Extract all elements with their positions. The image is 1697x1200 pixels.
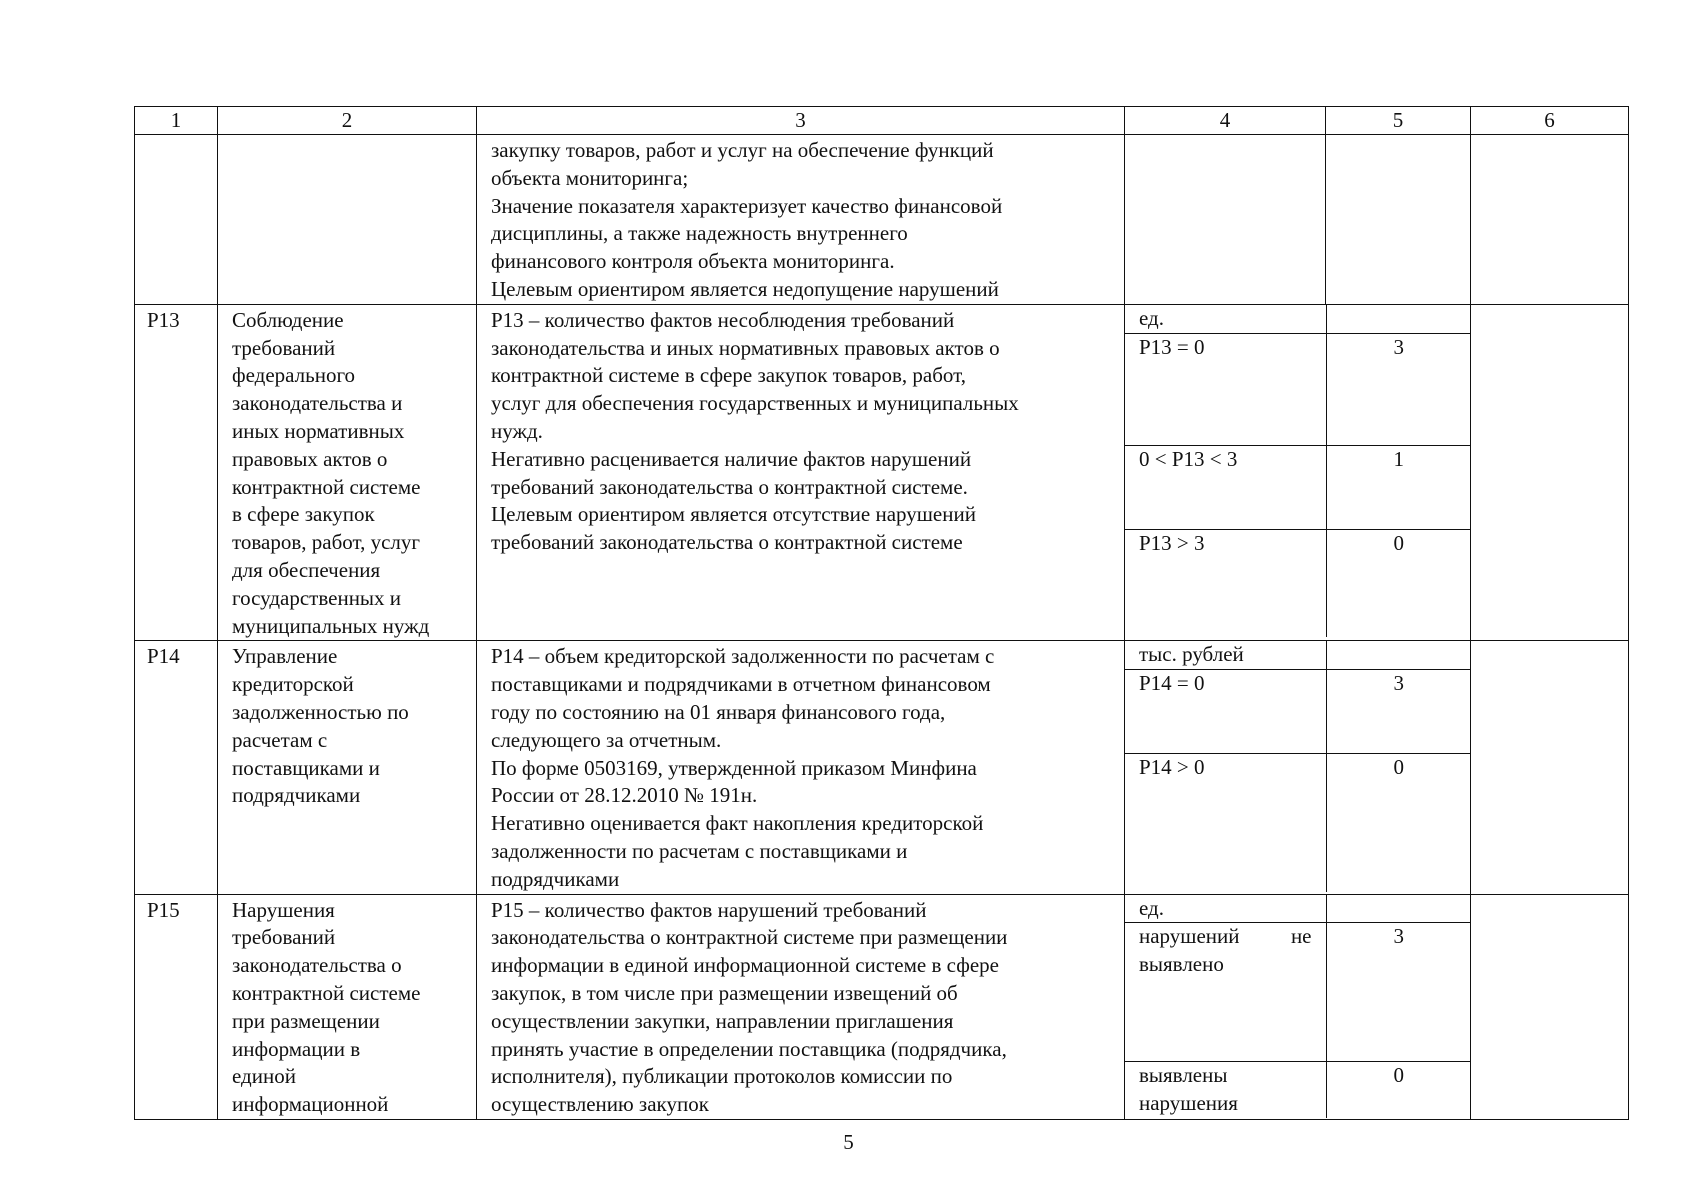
indicator-description: Р15 – количество фактов нарушений требований законодательства о контрактной системе при размещении информации в единой информационной системе в сфере закупок, в том числе при размещении извещений об осуществлении закупки, направлении приглашения принять участие в определении поставщика (подрядчика, исполнителя), публикации протоколов комиссии по осуществлению закупок bbox=[477, 894, 1125, 1119]
note-cell bbox=[1471, 135, 1629, 305]
criteria-table bbox=[1125, 641, 1471, 891]
criteria-cell bbox=[1125, 894, 1471, 1119]
note-cell bbox=[1471, 641, 1629, 894]
criteria-cell bbox=[1125, 641, 1471, 894]
condition-text: не bbox=[1290, 924, 1312, 949]
criterion-condition: Р14 = 0 bbox=[1125, 670, 1326, 754]
criterion-condition: Р13 = 0 bbox=[1125, 333, 1326, 445]
score-cell bbox=[1326, 135, 1471, 305]
code-cell bbox=[135, 135, 218, 305]
table-row-continuation bbox=[135, 135, 1629, 305]
name-cell bbox=[218, 135, 477, 305]
criterion-condition: Р13 > 3 bbox=[1125, 529, 1326, 637]
criterion-condition: выявлены нарушения bbox=[1125, 1062, 1326, 1118]
criterion-score: 3 bbox=[1326, 333, 1471, 445]
header-cell: 5 bbox=[1326, 107, 1471, 135]
page-number: 5 bbox=[843, 1130, 854, 1154]
note-cell bbox=[1471, 894, 1629, 1119]
criterion-score: 3 bbox=[1326, 670, 1471, 754]
criteria-table bbox=[1125, 305, 1471, 637]
indicator-name: Управление кредиторской задолженностью по расчетам с поставщиками и подрядчиками bbox=[218, 641, 477, 894]
criteria-cell bbox=[1125, 304, 1471, 641]
header-cell: 1 bbox=[135, 107, 218, 135]
condition-line bbox=[1139, 923, 1312, 951]
note-cell bbox=[1471, 304, 1629, 641]
criterion-condition: Р14 > 0 bbox=[1125, 754, 1326, 892]
indicator-table bbox=[134, 106, 1629, 1120]
criteria-table bbox=[1125, 895, 1471, 1118]
description-cell: закупку товаров, работ и услуг на обеспечение функций объекта мониторинга; Значение показателя характеризует качество финансовой дисциплины, а также надежность внутреннего финансового контроля объекта мониторинга. Целевым ориентиром является недопущение нарушений bbox=[477, 135, 1125, 305]
header-cell: 2 bbox=[218, 107, 477, 135]
condition-text: нарушений bbox=[1139, 924, 1240, 949]
criterion-condition bbox=[1125, 923, 1326, 1062]
indicator-code: Р14 bbox=[135, 641, 218, 894]
criterion-score: 0 bbox=[1326, 529, 1471, 637]
indicator-description: Р13 – количество фактов несоблюдения требований законодательства и иных нормативных правовых актов о контрактной системе в сфере закупок товаров, работ, услуг для обеспечения государственных и муниципальных нужд. Негативно расценивается наличие фактов нарушений требований законодательства о контрактной системе. Целевым ориентиром является отсутствие нарушений требований законодательства о контрактной системе bbox=[477, 304, 1125, 641]
condition-text: выявлено bbox=[1139, 952, 1224, 977]
condition-text: 0 < Р13 < 3 bbox=[1139, 446, 1238, 471]
indicator-code: Р15 bbox=[135, 894, 218, 1119]
criterion-score: 3 bbox=[1326, 923, 1471, 1062]
header-row bbox=[135, 107, 1629, 135]
criterion-score: 0 bbox=[1326, 754, 1471, 892]
table-row bbox=[135, 641, 1629, 894]
indicator-name: Нарушения требований законодательства о контрактной системе при размещении информации в единой информационной bbox=[218, 894, 477, 1119]
table-row bbox=[135, 894, 1629, 1119]
criterion-score: 1 bbox=[1326, 445, 1471, 529]
unit-label: ед. bbox=[1125, 895, 1326, 923]
header-cell: 3 bbox=[477, 107, 1125, 135]
unit-label: ед. bbox=[1125, 305, 1326, 333]
criterion-score: 0 bbox=[1326, 1062, 1471, 1118]
indicator-code: Р13 bbox=[135, 304, 218, 641]
header-cell: 4 bbox=[1125, 107, 1326, 135]
criterion-condition bbox=[1125, 445, 1326, 529]
header-cell: 6 bbox=[1471, 107, 1629, 135]
unit-label: тыс. рублей bbox=[1125, 641, 1326, 669]
unit-cell bbox=[1125, 135, 1326, 305]
indicator-description: Р14 – объем кредиторской задолженности по расчетам с поставщиками и подрядчиками в отчетном финансовом году по состоянию на 01 января финансового года, следующего за отчетным. По форме 0503169, утвержденной приказом Минфина России от 28.12.2010 № 191н. Негативно оценивается факт накопления кредиторской задолженности по расчетам с поставщиками и подрядчиками bbox=[477, 641, 1125, 894]
indicator-name: Соблюдение требований федерального законодательства и иных нормативных правовых актов о контрактной системе в сфере закупок товаров, работ, услуг для обеспечения государственных и муниципальных нужд bbox=[218, 304, 477, 641]
table-row bbox=[135, 304, 1629, 641]
